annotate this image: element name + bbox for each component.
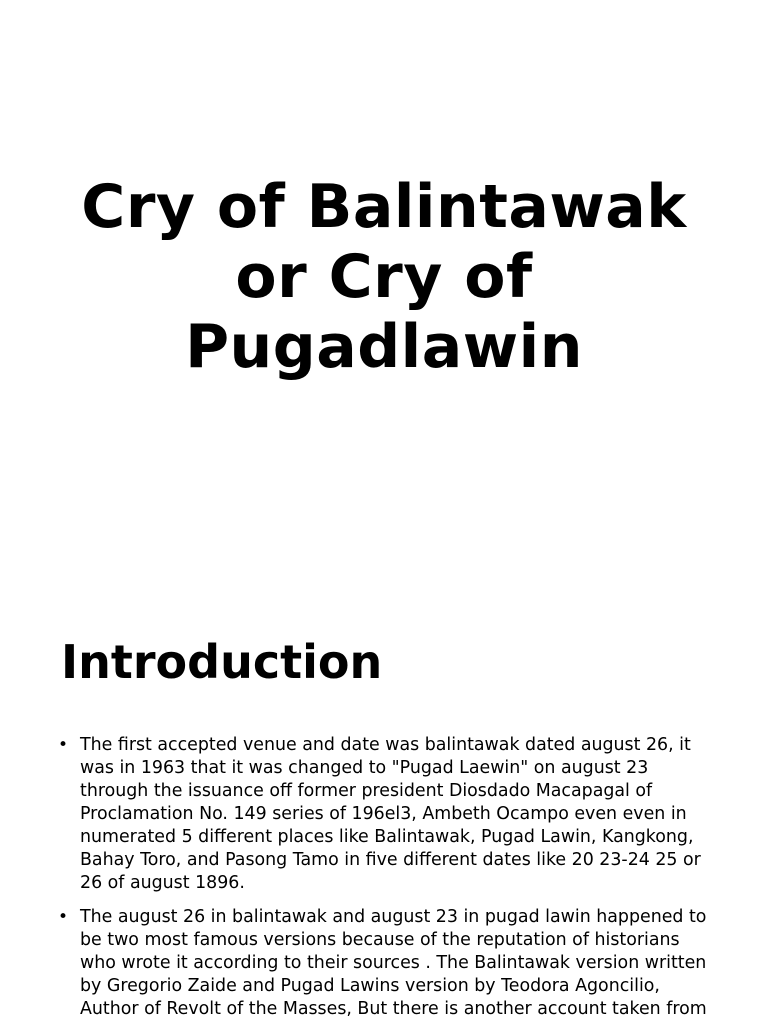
title-line-3: Pugadlawin (185, 312, 583, 382)
bullet-text: The august 26 in balintawak and august 23 in pugad lawin happened to be two most famous versions because of the reputation of historians who wrote it according to their sources . The Balintawak version written by Gregorio Zaide and Pugad Lawins version by Teodora Agoncilio, Author of Revolt of the Masses, But there is another account taken from (80, 907, 707, 1019)
title-line-2: or Cry of (235, 242, 533, 312)
bullet-list (58, 734, 718, 1024)
bullet-icon: • (58, 735, 69, 755)
content-slide (0, 576, 768, 1024)
bullet-icon: • (58, 907, 69, 927)
slide-title (0, 172, 768, 382)
section-heading: Introduction (61, 635, 383, 689)
bullet-text: The first accepted venue and date was balintawak dated august 26, it was in 1963 that it was changed to "Pugad Laewin" on august 23 through the issuance off former president Diosdado Macapagal of Proclamation No. 149 series of 196el3, Ambeth Ocampo even even in numerated 5 different places like Balintawak, Pugad Lawin, Kangkong, Bahay Toro, and Pasong Tamo in five different dates like 20 23-24 25 or 26 of august 1896. (80, 735, 701, 893)
title-line-1: Cry of Balintawak (81, 172, 687, 242)
bullet-item (58, 906, 718, 1021)
bullet-item (58, 734, 718, 895)
